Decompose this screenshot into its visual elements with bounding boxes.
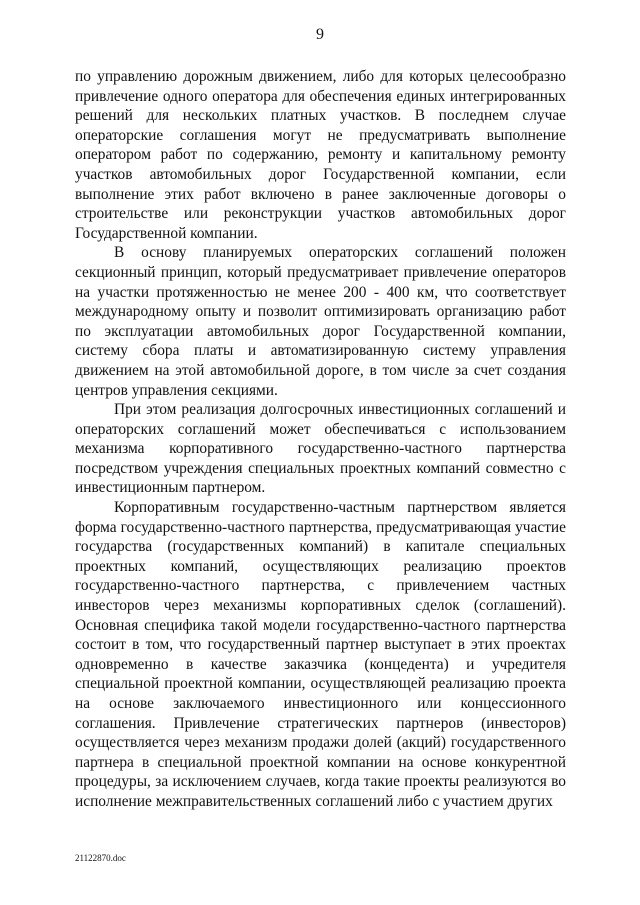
page-number: 9	[316, 26, 324, 43]
paragraph-corporate-ppp-definition: Корпоративным государственно-частным партнерством является форма государственно-частного партнерства, предусматривающая участие государства (государственных компаний) в капитале специальных проектных компаний, осуществляющих реализацию проектов государственно-частного партнерства, с привлечением частных инвесторов через механизмы корпоративных сделок (соглашений). Основная специфика такой модели государственно-частного партнерства состоит в том, что государственный партнер выступает в этих проектах одновременно в качестве заказчика (концедента) и учредителя специальной проектной компании, осуществляющей реализацию проекта на основе заключаемого инвестиционного или концессионного соглашения. Привлечение стратегических партнеров (инвесторов) осуществляется через механизм продажи долей (акций) государственного партнера в специальной проектной компании на основе конкурентной процедуры, за исключением случаев, когда такие проекты реализуются во исполнение межправительственных соглашений либо с участием других	[75, 499, 566, 810]
paragraph-section-principle: В основу планируемых операторских соглашений положен секционный принцип, который предусматривает привлечение операторов на участки протяженностью не менее 200 - 400 км, что соответствует международному опыту и позволит оптимизировать организацию работ по эксплуатации автомобильных дорог Государственной компании, систему сбора платы и автоматизированную систему управления движением на этой автомобильной дороге, в том числе за счет создания центров управления секциями.	[75, 244, 566, 399]
document-body	[75, 67, 566, 812]
paragraph-corporate-mechanism: При этом реализация долгосрочных инвестиционных соглашений и операторских соглашений может обеспечиваться с использованием механизма корпоративного государственно-частного партнерства посредством учреждения специальных проектных компаний совместно с инвестиционным партнером.	[75, 401, 566, 497]
footer-filename: 21122870.doc	[75, 853, 126, 863]
paragraph-continuation: по управлению дорожным движением, либо для которых целесообразно привлечение одного оператора для обеспечения единых интегрированных решений для нескольких платных участков. В последнем случае операторские соглашения могут не предусматривать выполнение оператором работ по содержанию, ремонту и капитальному ремонту участков автомобильных дорог Государственной компании, если выполнение этих работ включено в ранее заключенные договоры о строительстве или реконструкции участков автомобильных дорог Государственной компании.	[75, 68, 566, 242]
